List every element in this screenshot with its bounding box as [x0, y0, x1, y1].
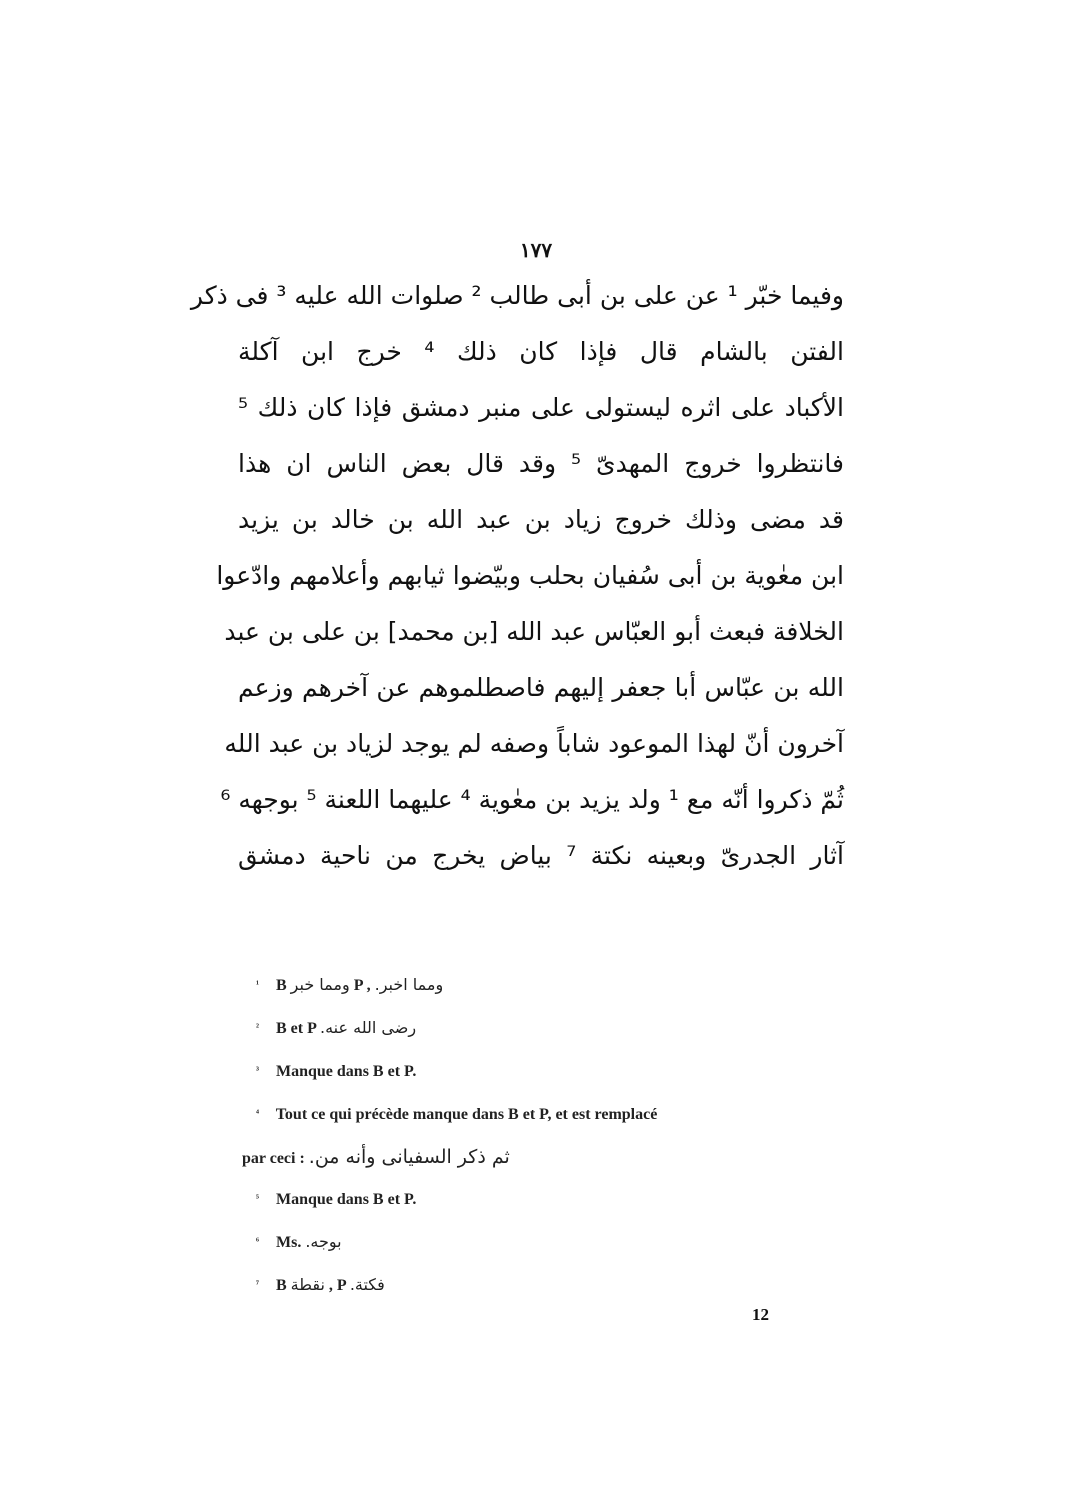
- footnote-text: Tout ce qui précède manque dans B et P, et est remplacé: [275, 1106, 658, 1123]
- footnote-4: [256, 1097, 856, 1140]
- body-line: ابن معٰوية بن أبى سُفيان بحلب وبيّضوا ثيابهم وأعلامهم وادّعوا: [216, 561, 844, 590]
- footnote-arabic: ثم ذكر السفيانى وأنه من.: [308, 1146, 510, 1168]
- footnote-4-continuation: [242, 1140, 856, 1182]
- body-line: الأكباد على اثره ليستولى على منبر دمشق فإذا كان ذلك ⁵: [238, 393, 844, 422]
- body-line: آثار الجدرىّ وبعينه نكتة ⁷ بياض يخرج من ناحية دمشق: [238, 841, 844, 870]
- body-line: فانتظروا خروج المهدىّ ⁵ وقد قال بعض الناس ان هذا: [238, 449, 844, 478]
- footnote-arabic: نقطة: [290, 1275, 325, 1294]
- page-number: 12: [752, 1305, 769, 1324]
- footnote-text: B: [276, 1277, 287, 1294]
- arabic-page-number: ١٧٧: [519, 238, 553, 262]
- footnote-arabic: فكتة.: [349, 1275, 385, 1294]
- footnote-marker: ⁴: [256, 1108, 259, 1119]
- footnote-arabic: رضى الله عنه.: [320, 1018, 417, 1037]
- footnote-marker: ¹: [256, 979, 259, 990]
- footnote-text: B et P: [276, 1020, 316, 1037]
- footnote-text: par ceci :: [242, 1150, 305, 1167]
- body-line: الخلافة فبعث أبو العبّاس عبد الله [بن محمد] بن على بن عبد: [224, 617, 844, 646]
- footnote-text: , P: [328, 1277, 346, 1294]
- footnote-arabic: بوجه.: [305, 1232, 342, 1251]
- footnote-text: P ,: [353, 977, 371, 994]
- footnote-marker: ⁷: [256, 1279, 259, 1290]
- footnote-6: [256, 1225, 856, 1268]
- footnote-text: Ms.: [276, 1234, 302, 1251]
- footnote-arabic: ومما اخبر.: [374, 975, 444, 994]
- footnote-marker: ⁵: [256, 1193, 259, 1204]
- arabic-text-block: [190, 268, 844, 884]
- footnote-3: [256, 1054, 856, 1097]
- body-line: الفتن بالشام قال فإذا كان ذلك ⁴ خرج ابن آكلة: [238, 337, 844, 366]
- footnote-2: [256, 1011, 856, 1054]
- footnote-text: Manque dans B et P.: [276, 1063, 417, 1080]
- footnote-5: [256, 1182, 856, 1225]
- footnote-marker: ⁶: [256, 1236, 259, 1247]
- body-line: وفيما خبّر ¹ عن على بن أبى طالب ² صلوات الله عليه ³ فى ذكر: [190, 281, 844, 310]
- footnotes: [242, 968, 856, 1311]
- footnote-marker: ²: [256, 1022, 259, 1033]
- body-line: ثُمّ ذكروا أنّه مع ¹ ولد يزيد بن معٰوية ⁴ عليهما اللعنة ⁵ بوجهه ⁶: [220, 785, 844, 814]
- body-line: الله بن عبّاس أبا جعفر إليهم فاصطلموهم عن آخرهم وزعم: [238, 673, 844, 702]
- footnote-arabic: ومما خبر: [290, 975, 350, 994]
- footnote-marker: ³: [256, 1065, 259, 1076]
- body-line: آخرون أنّ لهذا الموعود شاباً وصفه لم يوجد لزياد بن عبد الله: [224, 729, 844, 758]
- footnote-1: [256, 968, 856, 1011]
- body-line: قد مضى وذلك خروج زياد بن عبد الله بن خالد بن يزيد: [238, 505, 844, 534]
- footnote-text: Manque dans B et P.: [276, 1191, 417, 1208]
- footnote-text: B: [276, 977, 287, 994]
